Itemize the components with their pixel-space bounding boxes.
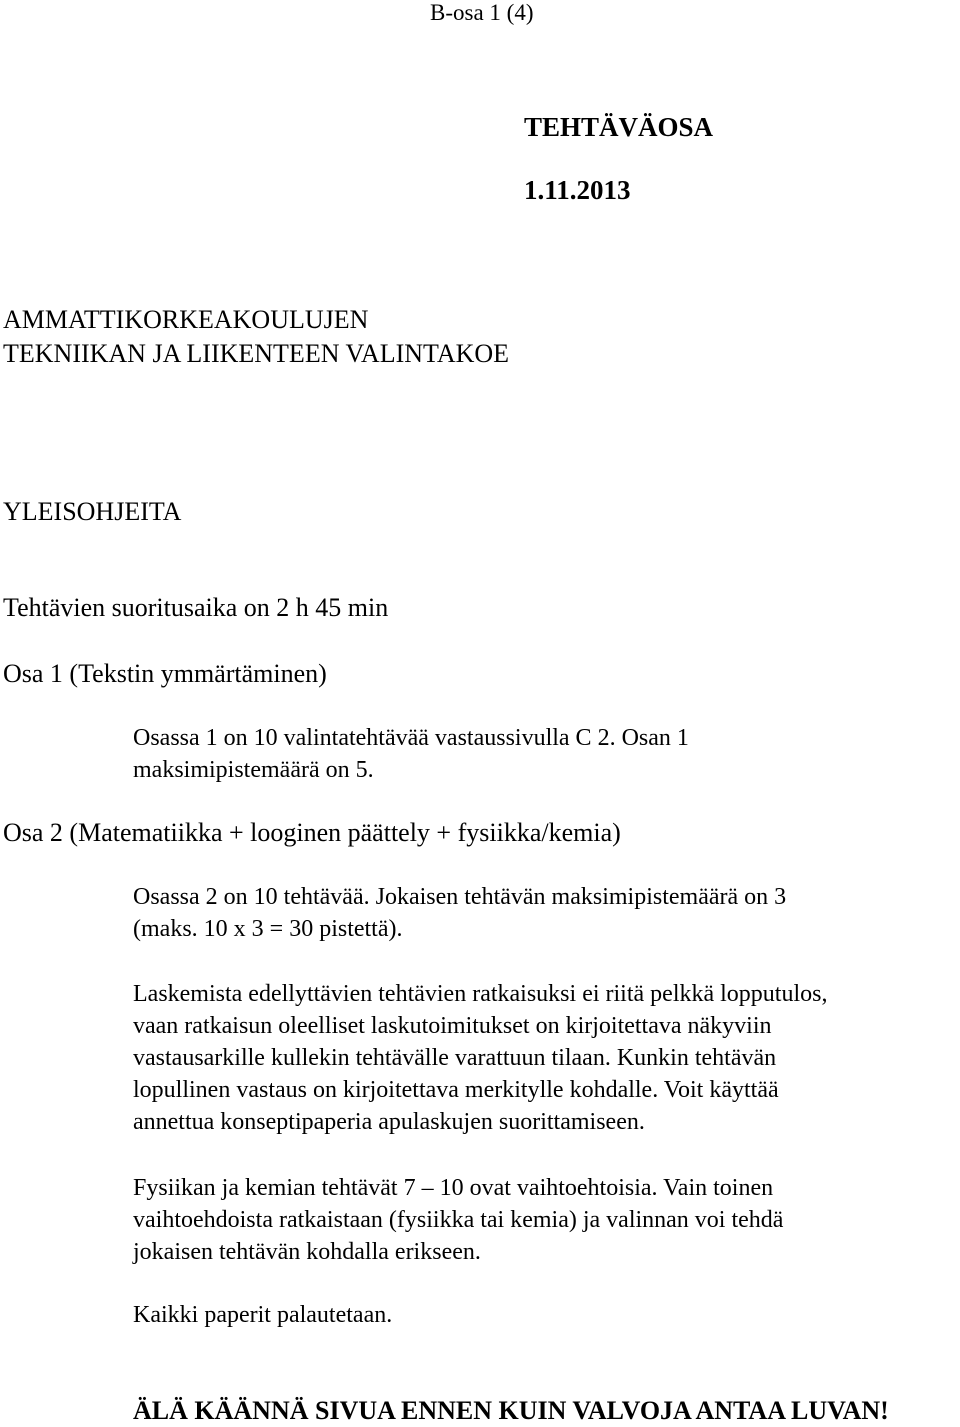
part2-line: (maks. 10 x 3 = 30 pistettä). (133, 916, 403, 942)
do-not-turn-warning: ÄLÄ KÄÄNNÄ SIVUA ENNEN KUIN VALVOJA ANTAA LUVAN! (133, 1396, 889, 1425)
calc-instruction-line: lopullinen vastaus on kirjoitettava merkitylle kohdalle. Voit käyttää (133, 1077, 779, 1103)
general-heading: YLEISOHJEITA (3, 497, 182, 526)
part2-heading: Osa 2 (Matematiikka + looginen päättely + fysiikka/kemia) (3, 818, 621, 847)
return-papers-text: Kaikki paperit palautetaan. (133, 1302, 393, 1328)
page-header: B-osa 1 (4) (430, 0, 534, 25)
part1-line: maksimipistemäärä on 5. (133, 757, 374, 783)
calc-instruction-line: vaan ratkaisun oleelliset laskutoimitukset on kirjoitettava näkyviin (133, 1013, 772, 1039)
time-limit-text: Tehtävien suoritusaika on 2 h 45 min (3, 593, 389, 622)
choice-instruction-line: jokaisen tehtävän kohdalla erikseen. (133, 1239, 481, 1265)
choice-instruction-line: Fysiikan ja kemian tehtävät 7 – 10 ovat vaihtoehtoisia. Vain toinen (133, 1175, 774, 1201)
calc-instruction-line: vastausarkille kullekin tehtävälle varattuun tilaan. Kunkin tehtävän (133, 1045, 777, 1071)
part1-heading: Osa 1 (Tekstin ymmärtäminen) (3, 659, 327, 688)
institution-line-1: AMMATTIKORKEAKOULUJEN (3, 305, 369, 334)
calc-instruction-line: annettua konseptipaperia apulaskujen suorittamiseen. (133, 1109, 645, 1135)
document-date: 1.11.2013 (524, 175, 631, 205)
document-title: TEHTÄVÄOSA (524, 112, 714, 142)
part2-line: Osassa 2 on 10 tehtävää. Jokaisen tehtävän maksimipistemäärä on 3 (133, 884, 787, 910)
choice-instruction-line: vaihtoehdoista ratkaistaan (fysiikka tai kemia) ja valinnan voi tehdä (133, 1207, 784, 1233)
calc-instruction-line: Laskemista edellyttävien tehtävien ratkaisuksi ei riitä pelkkä lopputulos, (133, 981, 828, 1007)
part1-line: Osassa 1 on 10 valintatehtävää vastaussivulla C 2. Osan 1 (133, 725, 689, 751)
institution-line-2: TEKNIIKAN JA LIIKENTEEN VALINTAKOE (3, 339, 510, 368)
